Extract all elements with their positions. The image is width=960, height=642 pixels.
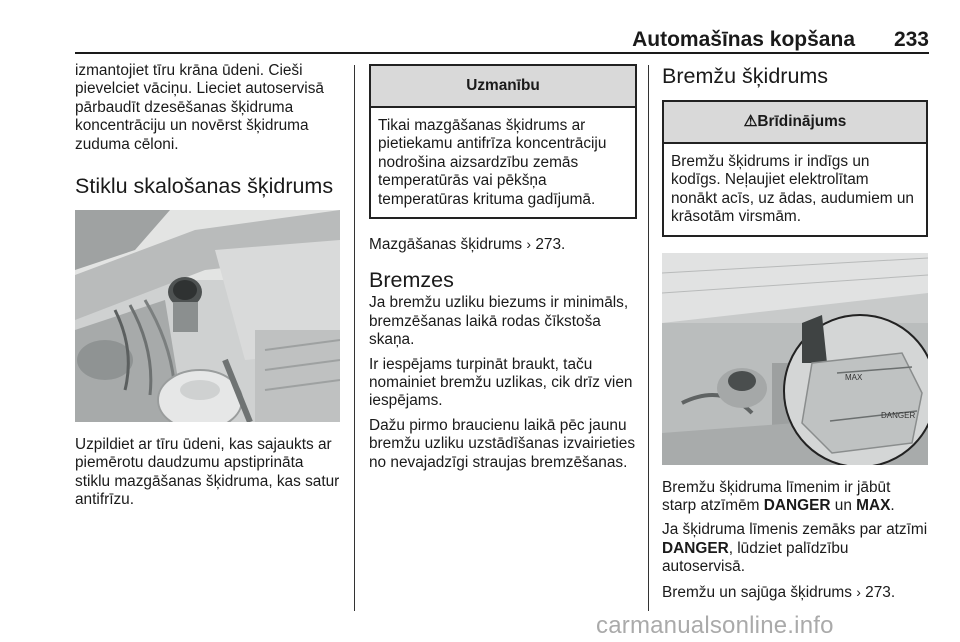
washer-reservoir-image — [75, 210, 340, 422]
max-label: MAX — [845, 372, 863, 382]
brakes-heading: Bremzes — [369, 268, 454, 293]
reference-arrow-icon: › — [856, 583, 861, 600]
washer-fluid-heading: Stiklu skalošanas šķidrums — [75, 174, 334, 199]
warning-title: Brīdinājums — [757, 113, 847, 130]
page-header — [75, 28, 929, 52]
warning-box — [662, 100, 928, 237]
danger-label: DANGER — [881, 410, 916, 420]
watermark: carmanualsonline.info — [596, 612, 834, 639]
brakes-paragraph-2: Ir iespējams turpināt braukt, taču nomainiet bremžu uzlikas, cik drīz vien iespējams. — [369, 355, 633, 410]
caution-note-box — [369, 64, 637, 219]
intro-paragraph: izmantojiet tīru krāna ūdeni. Cieši pievelciet vāciņu. Lieciet autoservisā pārbaudīt dzesēšanas šķidruma koncentrāciju un novērst šķidruma zuduma cēloni. — [75, 62, 324, 153]
max-mark: MAX — [856, 497, 891, 515]
page-number: 233 — [893, 28, 929, 51]
washer-fluid-reference: Mazgāšanas šķidrums › 273. — [369, 236, 566, 254]
section-title: Automašīnas kopšana — [632, 28, 855, 51]
brake-level-paragraph: Bremžu šķidruma līmenim ir jābūt starp atzīmēm DANGER un MAX. — [662, 478, 895, 515]
column-1 — [75, 62, 340, 510]
brakes-paragraph-1: Ja bremžu uzliku biezums ir minimāls, bremzēšanas laikā rodas čīkstoša skaņa. — [369, 294, 629, 349]
brakes-paragraph-3: Dažu pirmo braucienu laikā pēc jaunu bremžu uzliku uzstādīšanas izvairieties no nevajadzīgi straujas bremzēšanas. — [369, 416, 636, 471]
reference-arrow-icon: › — [526, 236, 532, 253]
danger-mark: DANGER — [763, 497, 831, 515]
caution-title: Uzmanību — [371, 66, 635, 108]
washer-fill-instructions: Uzpildiet ar tīru ūdeni, kas sajaukts ar piemērotu daudzumu apstiprināta stiklu mazgāšanas šķidruma, kas satur antifrīzu. — [75, 436, 340, 509]
reference-page: 273. — [865, 583, 896, 601]
brake-reservoir-image — [662, 253, 928, 465]
column-3 — [662, 62, 928, 602]
warning-text: Bremžu šķidrums ir indīgs un kodīgs. Neļaujiet elektrolītam nonākt acīs, uz ādas, audumiem un krāsotām virsmām. — [671, 153, 914, 226]
column-2 — [369, 62, 637, 472]
warning-triangle-icon: ⚠ — [743, 113, 758, 130]
header-rule — [75, 52, 929, 54]
brake-fluid-heading: Bremžu šķidrums — [662, 64, 829, 88]
column-divider — [648, 65, 649, 611]
column-divider — [354, 65, 355, 611]
reference-page: 273. — [535, 236, 566, 254]
brake-low-paragraph: Ja šķidruma līmenis zemāks par atzīmi DANGER, lūdziet palīdzību autoservisā. — [662, 521, 928, 576]
brake-fluid-reference: Bremžu un sajūga šķidrums › 273. — [662, 583, 896, 601]
danger-mark: DANGER — [662, 539, 729, 557]
caution-text: Tikai mazgāšanas šķidrums ar pietiekamu antifrīza koncentrāciju nodrošina aizsardzību zemās temperatūrās vai pēkšņa temperatūras krituma gadījumā. — [378, 117, 607, 208]
warning-header — [664, 102, 926, 144]
